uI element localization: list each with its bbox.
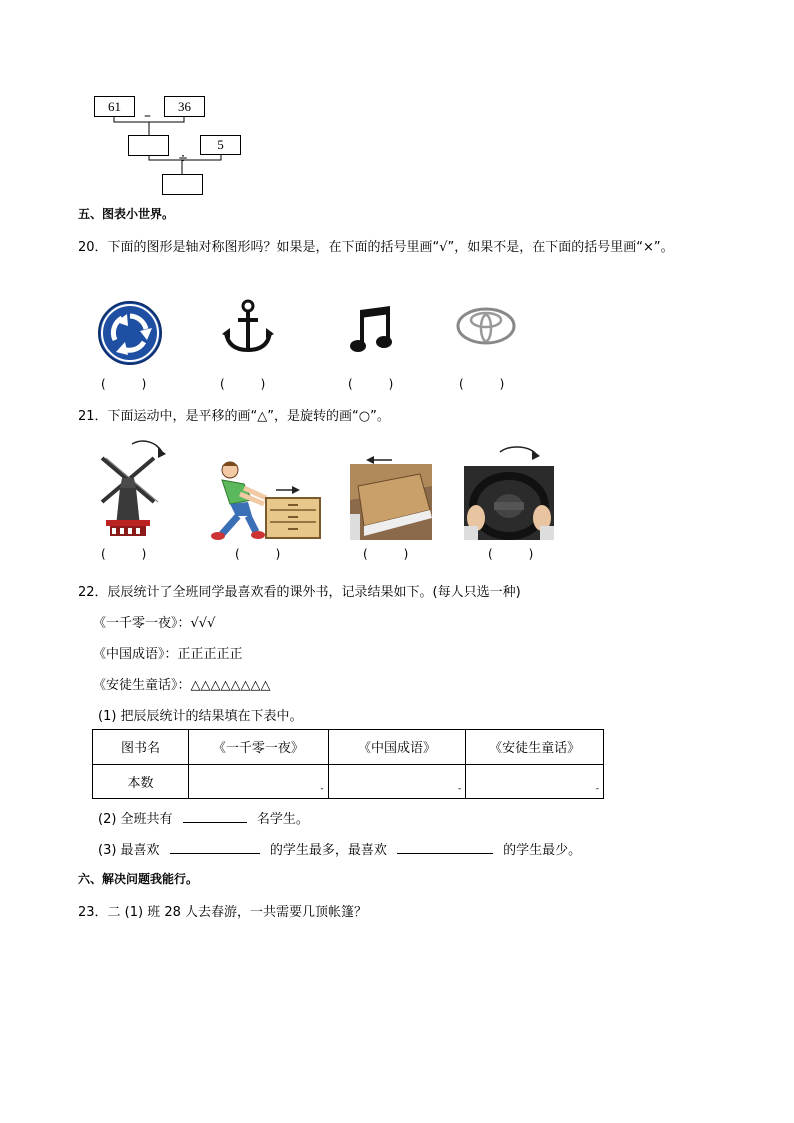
q22-sub3-prefix: (3) 最喜欢 (98, 843, 160, 858)
number-box-5: 5 (200, 135, 241, 155)
table-header-cell: 《一千零一夜》 (189, 730, 329, 765)
total-students-blank[interactable] (183, 822, 247, 823)
q22-sub2-prefix: (2) 全班共有 (98, 812, 173, 827)
table-header-cell: 《中国成语》 (328, 730, 466, 765)
q21-answer-paren-3[interactable]: ( ) (363, 547, 409, 561)
answer-box-2[interactable] (162, 174, 203, 195)
minus-operator: – (144, 108, 151, 124)
table-answer-cell[interactable] (189, 764, 329, 799)
music-note-icon (350, 306, 396, 354)
table-answer-cell[interactable] (328, 764, 466, 799)
q21-text: 21．下面运动中，是平移的画“△”，是旋转的画“○”。 (78, 409, 390, 424)
q20-answer-paren-1[interactable]: ( ) (101, 377, 147, 391)
table-header-cell: 《安徒生童话》 (466, 730, 604, 765)
q21-answer-paren-1[interactable]: ( ) (101, 547, 147, 561)
diagram-connector-lines (0, 0, 260, 200)
number-box-61: 61 (94, 96, 135, 117)
q20-answer-paren-2[interactable]: ( ) (220, 377, 266, 391)
table-header-row (93, 730, 604, 765)
q22-text: 22．辰辰统计了全班同学最喜欢看的课外书，记录结果如下。(每人只选一种) (78, 585, 521, 600)
answer-box-1[interactable] (128, 135, 169, 156)
cell-mark: - (595, 784, 599, 794)
table-header-cell: 图书名 (93, 730, 189, 765)
q22-sub1: (1) 把辰辰统计的结果填在下表中。 (98, 709, 303, 724)
toyota-logo-icon (456, 306, 516, 346)
table-row-label: 本数 (93, 764, 189, 799)
q22-record-2: 《中国成语》：正正正正正 (93, 647, 243, 662)
cell-mark: - (320, 784, 324, 794)
q21-answer-paren-4[interactable]: ( ) (488, 547, 534, 561)
q22-sub3-suffix: 的学生最少。 (503, 843, 582, 858)
windmill-picture (92, 436, 172, 540)
q22-sub2-suffix: 名学生。 (256, 812, 309, 827)
table-answer-cell[interactable] (466, 764, 604, 799)
q20-text: 20．下面的图形是轴对称图形吗？如果是，在下面的括号里画“√”，如果不是，在下面的括号里画“×”。 (78, 240, 674, 255)
drawer-sliding-picture (350, 456, 432, 540)
q23-text: 23．二 (1) 班 28 人去春游，一共需要几顶帐篷？ (78, 905, 368, 920)
boy-pushing-box-picture (200, 458, 326, 542)
section6-title: 六、解决问题我能行。 (78, 872, 199, 886)
roundabout-sign-icon (97, 300, 163, 366)
cell-mark: - (458, 784, 462, 794)
table-row (93, 764, 604, 799)
divide-operator: ÷ (178, 151, 189, 165)
q21-answer-paren-2[interactable]: ( ) (235, 547, 281, 561)
number-box-36: 36 (164, 96, 205, 117)
most-liked-blank[interactable] (170, 853, 260, 854)
book-stat-table (92, 729, 604, 799)
section5-title: 五、图表小世界。 (78, 207, 175, 221)
least-liked-blank[interactable] (397, 853, 493, 854)
q22-sub3 (98, 839, 581, 858)
q22-sub2 (98, 808, 309, 827)
q22-sub3-middle: 的学生最多，最喜欢 (269, 843, 387, 858)
steering-wheel-turning-picture (464, 444, 554, 540)
q22-record-1: 《一千零一夜》：√√√ (93, 616, 216, 631)
anchor-icon (220, 298, 276, 356)
q20-answer-paren-4[interactable]: ( ) (459, 377, 505, 391)
q22-record-3: 《安徒生童话》：△△△△△△△△ (93, 678, 271, 693)
q20-answer-paren-3[interactable]: ( ) (348, 377, 394, 391)
